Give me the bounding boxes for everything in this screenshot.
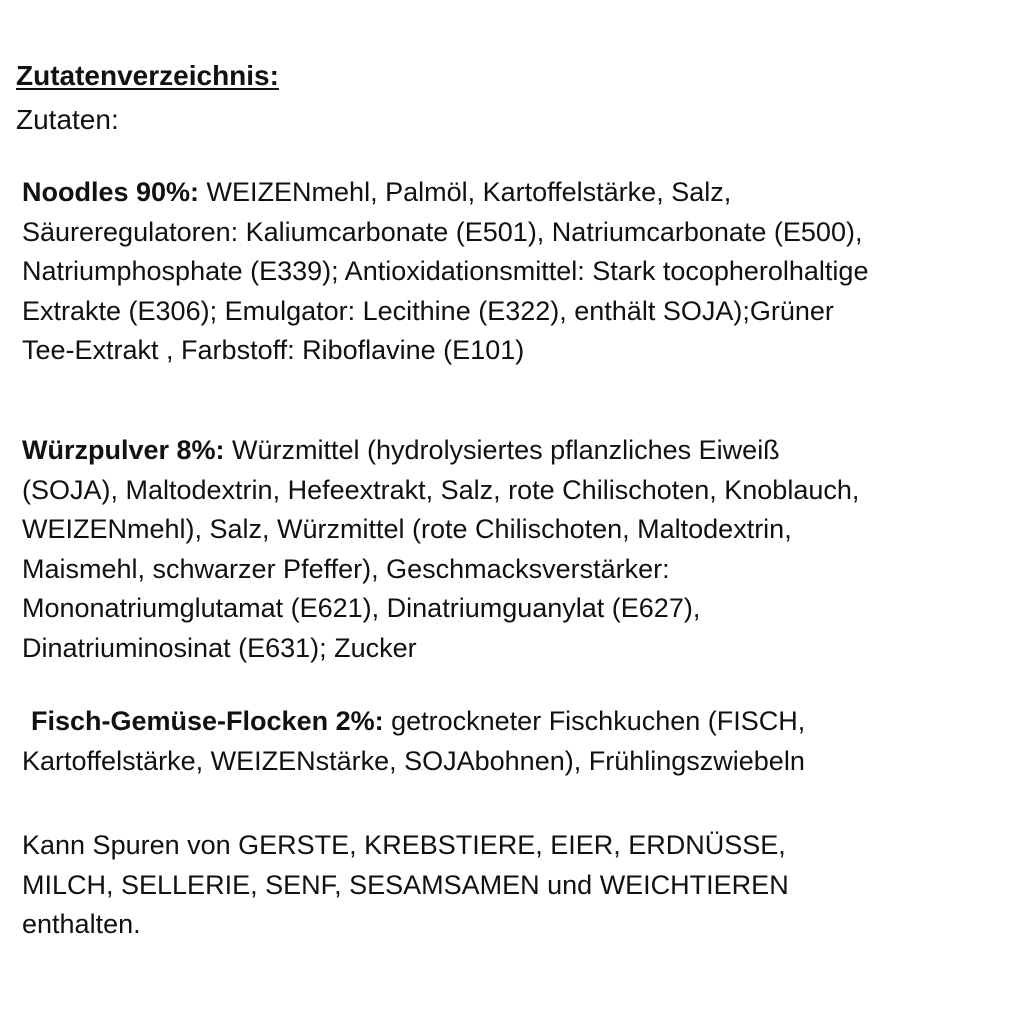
wuerzpulver-line-6: Dinatriuminosinat (E631); Zucker [22,632,417,663]
paragraph-line [22,431,1012,471]
noodles-line-1: WEIZENmehl, Palmöl, Kartoffelstärke, Salz, [199,177,732,207]
fisch-paragraph [22,702,1012,781]
fisch-line-2: Kartoffelstärke, WEIZENstärke, SOJAbohnen), Frühlingszwiebeln [22,745,805,776]
noodles-line-2: Säureregulatoren: Kaliumcarbonate (E501), Natriumcarbonate (E500), [22,216,863,247]
spuren-line-2: MILCH, SELLERIE, SENF, SESAMSAMEN und WEICHTIEREN [22,869,789,900]
wuerzpulver-paragraph [22,431,1012,668]
wuerzpulver-line-3: WEIZENmehl), Salz, Würzmittel (rote Chilischoten, Maltodextrin, [22,514,792,544]
wuerzpulver-line-1: Würzmittel (hydrolysiertes pflanzliches Eiweiß [224,435,780,465]
spuren-line-1: Kann Spuren von GERSTE, KREBSTIERE, EIER, ERDNÜSSE, [22,830,786,860]
noodles-line-3: Natriumphosphate (E339); Antioxidationsmittel: Stark tocopherolhaltige [22,256,869,286]
noodles-paragraph [22,173,1012,371]
wuerzpulver-line-2: (SOJA), Maltodextrin, Hefeextrakt, Salz, rote Chilischoten, Knoblauch, [22,474,860,505]
ingredients-subheading: Zutaten: [16,104,119,135]
document-heading: Zutatenverzeichnis: [16,60,279,91]
fisch-label: Fisch-Gemüse-Flocken 2%: [31,706,384,736]
wuerzpulver-line-5: Mononatriumglutamat (E621), Dinatriumguanylat (E627), [22,593,701,623]
wuerzpulver-label: Würzpulver 8%: [22,435,225,465]
paragraph-line [22,173,1012,213]
noodles-line-4: Extrakte (E306); Emulgator: Lecithine (E322), enthält SOJA);Grüner [22,295,834,326]
noodles-line-5: Tee-Extrakt , Farbstoff: Riboflavine (E101) [22,335,525,365]
allergen-traces-paragraph [22,826,1012,945]
spuren-line-3: enthalten. [22,909,141,939]
wuerzpulver-line-4: Maismehl, schwarzer Pfeffer), Geschmacksverstärker: [22,553,670,584]
noodles-label: Noodles 90%: [22,177,200,207]
fisch-line-1: getrockneter Fischkuchen (FISCH, [383,706,806,736]
paragraph-line [22,702,1012,742]
